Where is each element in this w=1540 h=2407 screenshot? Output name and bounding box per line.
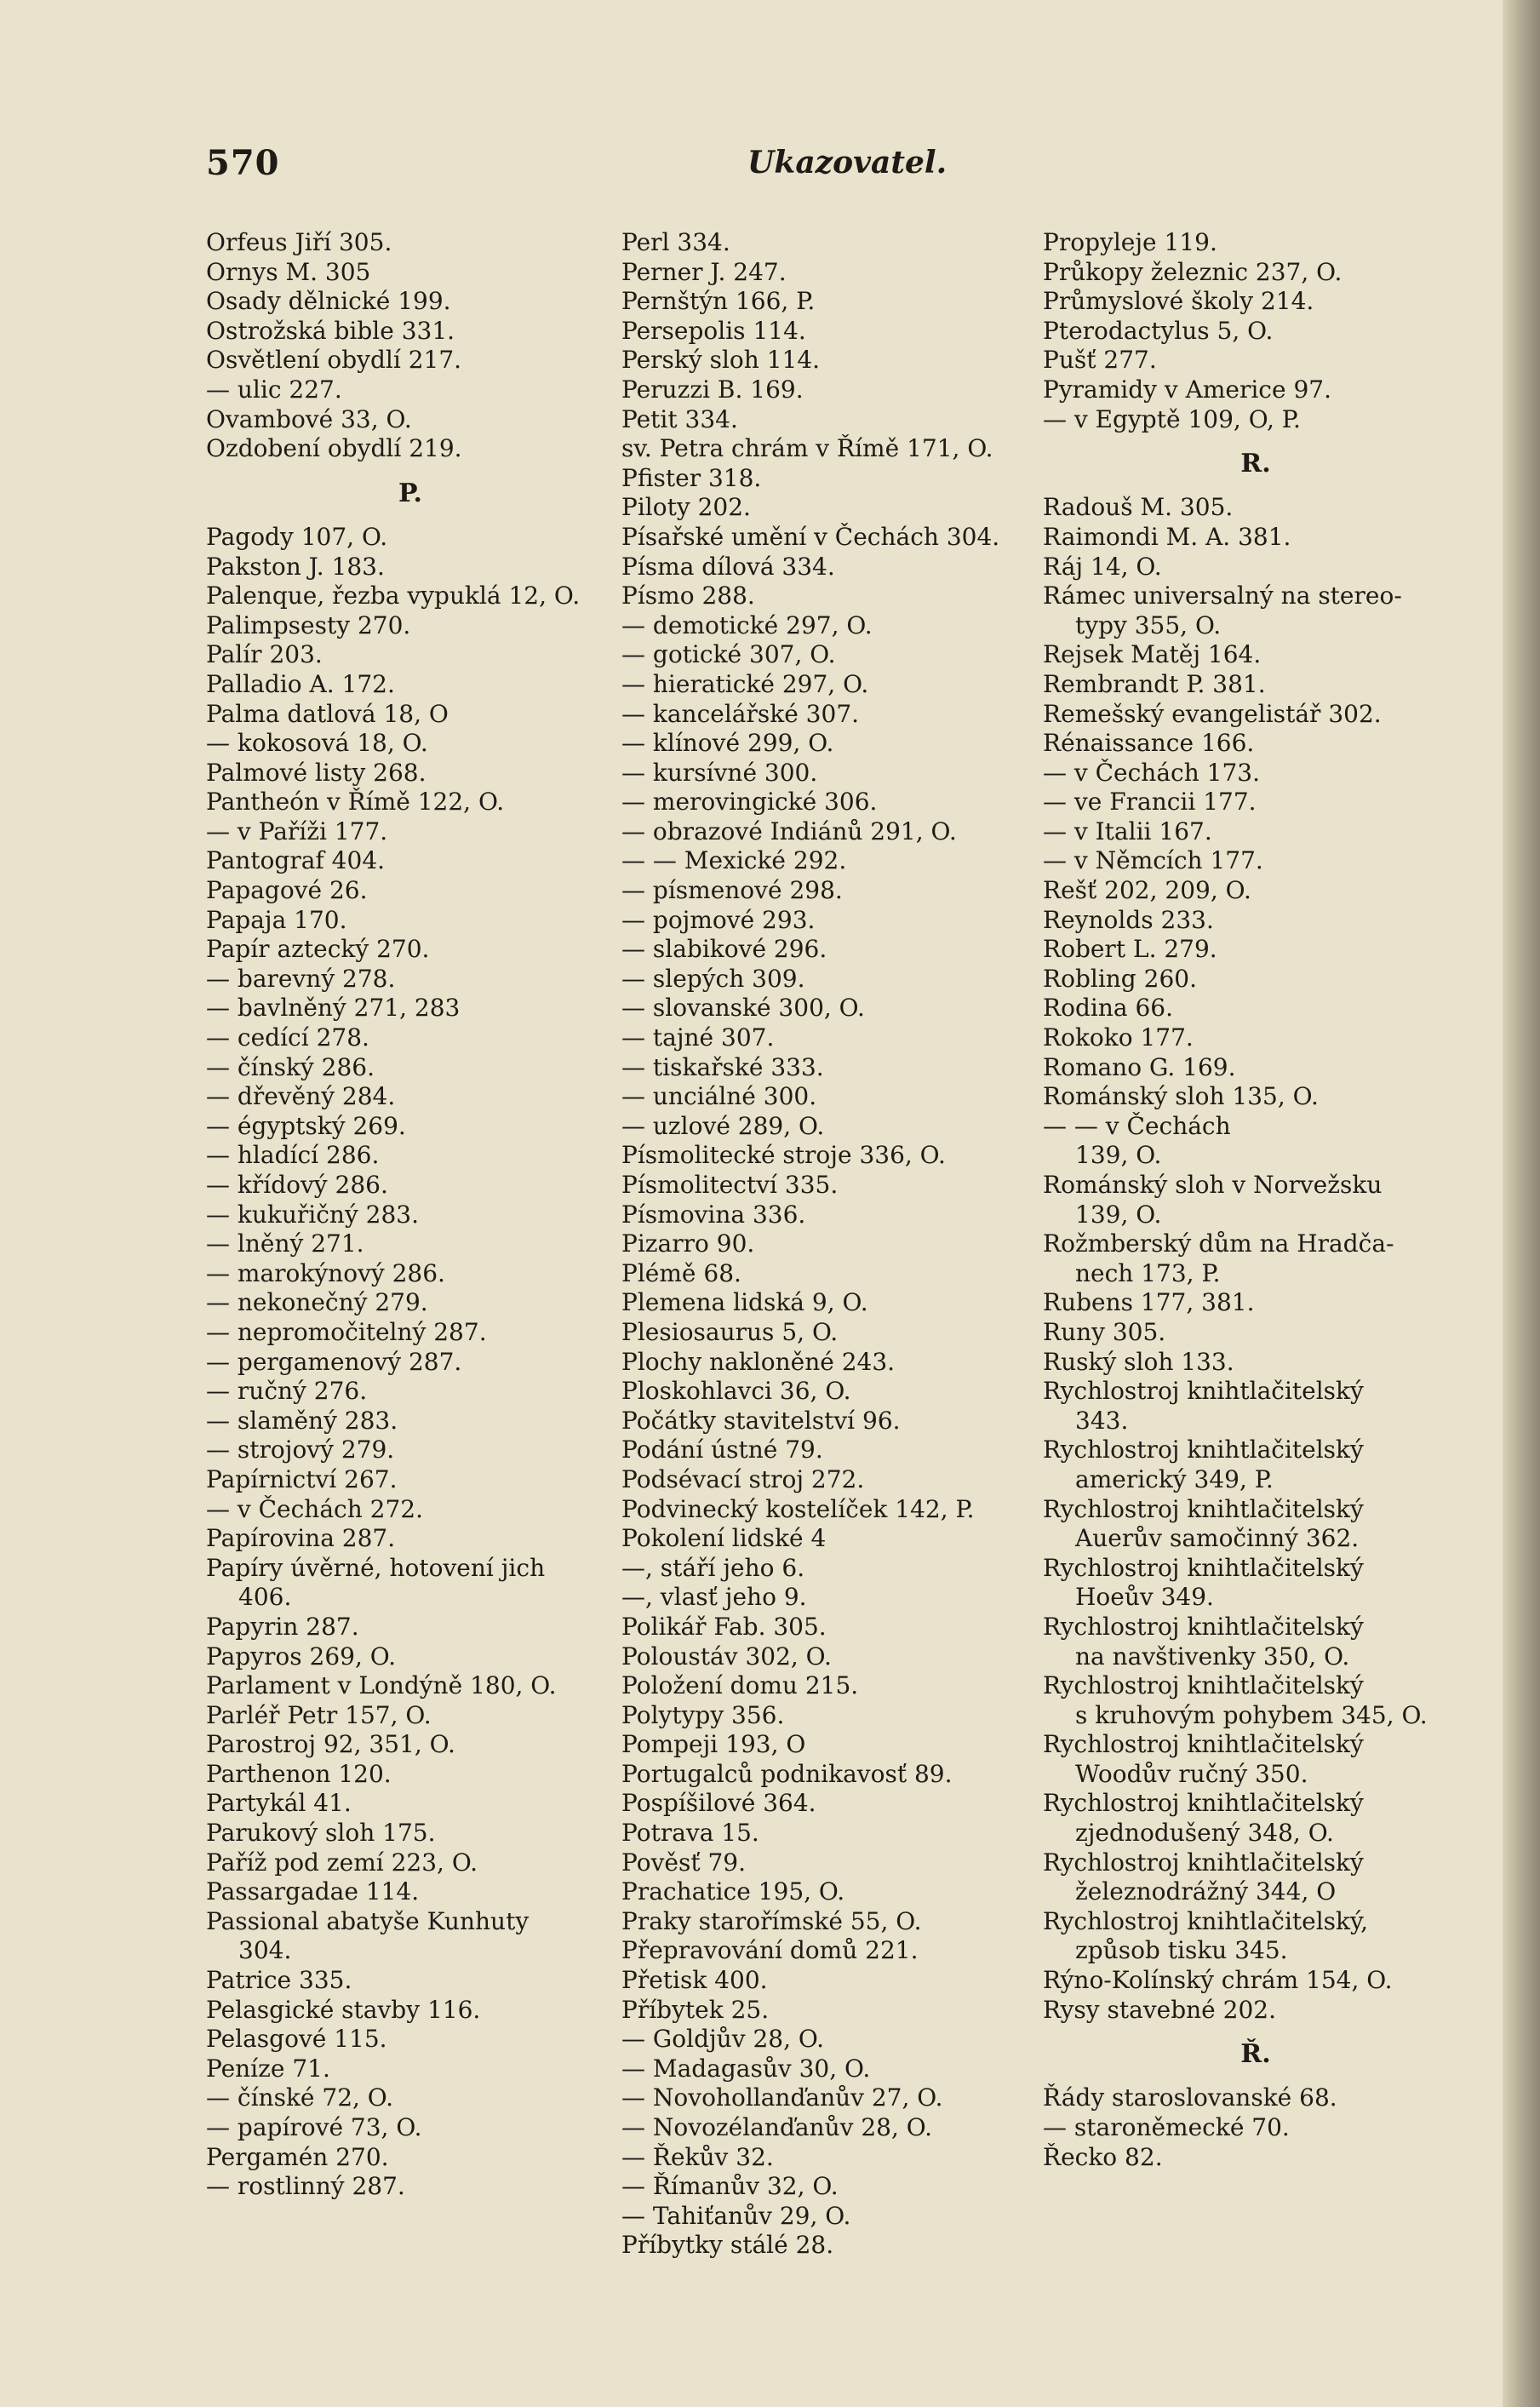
index-entry-continuation: Hoeův 349. bbox=[1075, 1583, 1214, 1612]
index-entry: Pakston J. 183. bbox=[206, 552, 385, 581]
index-entry: Rodina 66. bbox=[1043, 994, 1173, 1023]
index-entry: Pterodactylus 5, O. bbox=[1043, 316, 1274, 345]
running-title: Ukazovatel. bbox=[747, 145, 947, 181]
index-entry: Poloustáv 302, O. bbox=[621, 1642, 832, 1671]
index-entry-continuation: železnodrážný 344, O bbox=[1075, 1877, 1337, 1906]
index-entry: Patrice 335. bbox=[206, 1966, 352, 1995]
index-entry: — nekonečný 279. bbox=[206, 1288, 428, 1317]
index-entry: Pantograf 404. bbox=[206, 846, 386, 875]
index-entry: Rychlostroj knihtlačitelský bbox=[1043, 1377, 1364, 1406]
index-entry: Podsévací stroj 272. bbox=[621, 1464, 865, 1493]
index-entry: Ornys M. 305 bbox=[206, 257, 371, 286]
index-entry: — v Němcích 177. bbox=[1043, 846, 1263, 875]
index-entry: Písařské umění v Čechách 304. bbox=[621, 522, 1000, 551]
index-entry: — písmenové 298. bbox=[621, 876, 843, 905]
index-entry: Orfeus Jiří 305. bbox=[206, 228, 392, 256]
index-entry: — — Mexické 292. bbox=[621, 846, 847, 875]
index-entry: Palladio A. 172. bbox=[206, 669, 395, 698]
index-entry: Papyros 269, O. bbox=[206, 1642, 396, 1671]
index-entry: Osady dělnické 199. bbox=[206, 287, 451, 316]
index-entry-continuation: 139, O. bbox=[1075, 1141, 1162, 1170]
index-entry: Pelasgické stavby 116. bbox=[206, 1995, 481, 2024]
index-entry: Raimondi M. A. 381. bbox=[1043, 522, 1291, 551]
index-entry-continuation: americký 349, P. bbox=[1075, 1464, 1274, 1493]
index-entry: — ručný 276. bbox=[206, 1377, 368, 1406]
index-entry: Papaja 170. bbox=[206, 905, 347, 934]
index-entry: Pantheón v Římě 122, O. bbox=[206, 788, 505, 817]
index-entry: — slovanské 300, O. bbox=[621, 994, 865, 1023]
index-entry: Rénaissance 166. bbox=[1043, 729, 1255, 758]
index-entry: Ozdobení obydlí 219. bbox=[206, 434, 462, 463]
index-entry: — barevný 278. bbox=[206, 964, 396, 993]
index-entry: Pagody 107, O. bbox=[206, 522, 388, 551]
index-entry: Papírovina 287. bbox=[206, 1524, 396, 1553]
index-entry: Románský sloh 135, O. bbox=[1043, 1082, 1319, 1111]
index-entry: — strojový 279. bbox=[206, 1436, 395, 1464]
page-header bbox=[206, 143, 1466, 194]
index-entry: Románský sloh v Norvežsku bbox=[1043, 1171, 1383, 1199]
index-entry: Polytypy 356. bbox=[621, 1700, 785, 1729]
index-entry: Palír 203. bbox=[206, 640, 323, 669]
index-entry: Papyrin 287. bbox=[206, 1612, 359, 1641]
index-entry: Prachatice 195, O. bbox=[621, 1877, 845, 1906]
index-entry: Plemena lidská 9, O. bbox=[621, 1288, 868, 1317]
index-entry: Reynolds 233. bbox=[1043, 905, 1214, 934]
index-entry: sv. Petra chrám v Římě 171, O. bbox=[621, 434, 993, 463]
index-entry-continuation: 343. bbox=[1075, 1406, 1129, 1435]
index-entry: Pospíšilové 364. bbox=[621, 1789, 816, 1818]
index-entry: — hieratické 297, O. bbox=[621, 669, 869, 698]
index-entry: Podvinecký kostelíček 142, P. bbox=[621, 1494, 975, 1523]
index-entry: Partykál 41. bbox=[206, 1789, 352, 1818]
index-entry: — Madagasův 30, O. bbox=[621, 2054, 871, 2083]
index-entry: — kursívné 300. bbox=[621, 758, 818, 787]
index-entry: — tajné 307. bbox=[621, 1023, 775, 1052]
index-entry: — Goldjův 28, O. bbox=[621, 2025, 825, 2054]
index-entry: — tiskařské 333. bbox=[621, 1052, 824, 1081]
index-entry: Průmyslové školy 214. bbox=[1043, 287, 1314, 316]
index-entry: Perner J. 247. bbox=[621, 257, 787, 286]
index-entry: — čínský 286. bbox=[206, 1052, 375, 1081]
index-entry: Počátky stavitelství 96. bbox=[621, 1406, 901, 1435]
index-entry: Rychlostroj knihtlačitelský bbox=[1043, 1848, 1364, 1877]
index-entry: Rychlostroj knihtlačitelský bbox=[1043, 1612, 1364, 1641]
index-entry: Papíry úvěrné, hotovení jich bbox=[206, 1553, 546, 1582]
index-entry: — unciálné 300. bbox=[621, 1082, 817, 1111]
index-entry: — slabikové 296. bbox=[621, 935, 827, 964]
index-entry: Piloty 202. bbox=[621, 493, 751, 522]
index-entry: — v Čechách 272. bbox=[206, 1494, 423, 1523]
index-entry: Palenque, řezba vypuklá 12, O. bbox=[206, 582, 581, 610]
index-entry: Ovambové 33, O. bbox=[206, 404, 412, 433]
index-entry-continuation: 406. bbox=[238, 1583, 292, 1612]
index-entry: — Tahiťanův 29, O. bbox=[621, 2201, 851, 2230]
index-entry: — v Čechách 173. bbox=[1043, 758, 1260, 787]
index-entry: Remešský evangelistář 302. bbox=[1043, 699, 1382, 728]
index-entry: Palma datlová 18, O bbox=[206, 699, 449, 728]
index-entry: Passional abatyše Kunhuty bbox=[206, 1906, 530, 1935]
index-entry: — papírové 73, O. bbox=[206, 2113, 422, 2141]
index-entry: Parukový sloh 175. bbox=[206, 1819, 436, 1848]
index-entry: — staroněmecké 70. bbox=[1043, 2113, 1290, 2141]
index-entry: Romano G. 169. bbox=[1043, 1052, 1236, 1081]
index-entry: — křídový 286. bbox=[206, 1171, 388, 1199]
index-entry: Papagové 26. bbox=[206, 876, 368, 905]
index-entry: Runy 305. bbox=[1043, 1317, 1166, 1346]
index-entry: Parthenon 120. bbox=[206, 1759, 392, 1788]
index-entry: — hladící 286. bbox=[206, 1141, 380, 1170]
index-entry: Passargadae 114. bbox=[206, 1877, 420, 1906]
index-column-3 bbox=[1043, 228, 1468, 2172]
index-entry: Pizarro 90. bbox=[621, 1229, 755, 1258]
index-entry: Plémě 68. bbox=[621, 1258, 741, 1287]
index-entry: Přetisk 400. bbox=[621, 1966, 768, 1995]
index-entry: — kancelářské 307. bbox=[621, 699, 860, 728]
index-entry: — uzlové 289, O. bbox=[621, 1111, 825, 1140]
page-edge bbox=[1503, 0, 1540, 2407]
index-entry: Pernštýn 166, P. bbox=[621, 287, 816, 316]
index-entry: Rychlostroj knihtlačitelský bbox=[1043, 1553, 1364, 1582]
index-entry: Ruský sloh 133. bbox=[1043, 1347, 1234, 1376]
index-entry: Papírnictví 267. bbox=[206, 1464, 398, 1493]
index-entry: —, vlasť jeho 9. bbox=[621, 1583, 807, 1612]
index-entry-continuation: Auerův samočinný 362. bbox=[1075, 1524, 1360, 1553]
index-entry: Podání ústné 79. bbox=[621, 1436, 823, 1464]
index-entry: Peníze 71. bbox=[206, 2054, 330, 2083]
index-entry: Pokolení lidské 4 bbox=[621, 1524, 827, 1553]
index-entry: — marokýnový 286. bbox=[206, 1258, 445, 1287]
index-entry: — čínské 72, O. bbox=[206, 2083, 394, 2112]
index-entry: Přepravování domů 221. bbox=[621, 1936, 919, 1965]
index-entry-continuation: Woodův ručný 350. bbox=[1075, 1759, 1308, 1788]
index-entry: — lněný 271. bbox=[206, 1229, 364, 1258]
index-entry: — bavlněný 271, 283 bbox=[206, 994, 461, 1023]
index-entry: — demotické 297, O. bbox=[621, 610, 873, 639]
index-entry: Ráj 14, O. bbox=[1043, 552, 1162, 581]
index-entry: Radouš M. 305. bbox=[1043, 493, 1234, 522]
index-entry: Ostrožská bible 331. bbox=[206, 316, 455, 345]
index-entry: — rostlinný 287. bbox=[206, 2172, 405, 2201]
index-entry: Parlament v Londýně 180, O. bbox=[206, 1671, 557, 1700]
index-entry: Pyramidy v Americe 97. bbox=[1043, 375, 1331, 404]
index-entry: Rubens 177, 381. bbox=[1043, 1288, 1255, 1317]
page-number: 570 bbox=[206, 143, 280, 183]
index-entry: — slepých 309. bbox=[621, 964, 805, 993]
index-entry: Portugalců podnikavosť 89. bbox=[621, 1759, 953, 1788]
index-entry: Petit 334. bbox=[621, 404, 738, 433]
index-entry: — v Paříži 177. bbox=[206, 817, 388, 845]
index-entry-continuation: typy 355, O. bbox=[1075, 610, 1222, 639]
index-entry: Rysy stavebné 202. bbox=[1043, 1995, 1276, 2024]
index-entry-continuation: zjednodušený 348, O. bbox=[1075, 1819, 1334, 1848]
letter-heading: R. bbox=[1240, 449, 1271, 479]
index-entry: Pušť 277. bbox=[1043, 346, 1157, 375]
index-entry: Rychlostroj knihtlačitelský bbox=[1043, 1494, 1364, 1523]
index-entry: Pompeji 193, O bbox=[621, 1730, 806, 1759]
index-entry: — kukuřičný 283. bbox=[206, 1200, 420, 1229]
index-entry: Palimpsesty 270. bbox=[206, 610, 411, 639]
index-entry: — v Egyptě 109, O, P. bbox=[1043, 404, 1301, 433]
index-entry: Rembrandt P. 381. bbox=[1043, 669, 1266, 698]
index-entry: Rýno-Kolínský chrám 154, O. bbox=[1043, 1966, 1393, 1995]
index-entry: — ve Francii 177. bbox=[1043, 788, 1257, 817]
index-entry: Rejsek Matěj 164. bbox=[1043, 640, 1262, 669]
index-entry: Příbytky stálé 28. bbox=[621, 2231, 834, 2260]
index-entry: Rychlostroj knihtlačitelský bbox=[1043, 1671, 1364, 1700]
index-entry: Plochy nakloněné 243. bbox=[621, 1347, 896, 1376]
index-entry: Řecko 82. bbox=[1043, 2142, 1163, 2171]
index-entry: — Římanův 32, O. bbox=[621, 2172, 839, 2201]
index-entry: Pověsť 79. bbox=[621, 1848, 747, 1877]
index-entry: Rámec universalný na stereo- bbox=[1043, 582, 1402, 610]
index-entry: — ulic 227. bbox=[206, 375, 342, 404]
index-entry: Rokoko 177. bbox=[1043, 1023, 1194, 1052]
index-entry: — obrazové Indiánů 291, O. bbox=[621, 817, 957, 845]
index-entry: — — v Čechách bbox=[1043, 1111, 1231, 1140]
index-entry: — Řekův 32. bbox=[621, 2142, 774, 2171]
index-entry: Rychlostroj knihtlačitelský bbox=[1043, 1730, 1364, 1759]
index-entry: — Novozélanďanův 28, O. bbox=[621, 2113, 932, 2141]
index-entry: — cedící 278. bbox=[206, 1023, 369, 1052]
index-entry: Rychlostroj knihtlačitelský, bbox=[1043, 1906, 1369, 1935]
index-entry: — klínové 299, O. bbox=[621, 729, 834, 758]
index-entry-continuation: na navštivenky 350, O. bbox=[1075, 1642, 1350, 1671]
index-entry: Rožmberský dům na Hradča- bbox=[1043, 1229, 1394, 1258]
index-entry: — kokosová 18, O. bbox=[206, 729, 428, 758]
index-entry: Písmovina 336. bbox=[621, 1200, 806, 1229]
index-entry-continuation: 139, O. bbox=[1075, 1200, 1162, 1229]
index-entry-continuation: způsob tisku 345. bbox=[1075, 1936, 1288, 1965]
index-entry: Praky starořímské 55, O. bbox=[621, 1906, 922, 1935]
index-entry: Perský sloh 114. bbox=[621, 346, 821, 375]
index-entry-continuation: s kruhovým pohybem 345, O. bbox=[1075, 1700, 1428, 1729]
index-entry: — gotické 307, O. bbox=[621, 640, 836, 669]
index-entry: Písma dílová 334. bbox=[621, 552, 835, 581]
index-entry: Rychlostroj knihtlačitelský bbox=[1043, 1436, 1364, 1464]
index-entry: Perl 334. bbox=[621, 228, 730, 256]
index-entry: Plesiosaurus 5, O. bbox=[621, 1317, 839, 1346]
index-column-2 bbox=[621, 228, 1030, 2261]
letter-heading: P. bbox=[398, 478, 423, 508]
index-entry: —, stáří jeho 6. bbox=[621, 1553, 805, 1582]
index-entry: — Novohollanďanův 27, O. bbox=[621, 2083, 943, 2112]
index-entry-continuation: nech 173, P. bbox=[1075, 1258, 1221, 1287]
index-column-1 bbox=[206, 228, 615, 2202]
index-entry: Robert L. 279. bbox=[1043, 935, 1217, 964]
letter-heading: Ř. bbox=[1240, 2039, 1271, 2070]
index-entry: Písmolitectví 335. bbox=[621, 1171, 839, 1199]
index-entry: Parléř Petr 157, O. bbox=[206, 1700, 432, 1729]
index-entry: Rešť 202, 209, O. bbox=[1043, 876, 1251, 905]
index-entry: — pergamenový 287. bbox=[206, 1347, 462, 1376]
index-entry-continuation: 304. bbox=[238, 1936, 292, 1965]
index-entry: — merovingické 306. bbox=[621, 788, 878, 817]
index-entry: Papír aztecký 270. bbox=[206, 935, 430, 964]
index-entry: — nepromočitelný 287. bbox=[206, 1317, 487, 1346]
index-entry: Řády staroslovanské 68. bbox=[1043, 2083, 1337, 2112]
index-entry: Příbytek 25. bbox=[621, 1995, 770, 2024]
index-entry: Palmové listy 268. bbox=[206, 758, 427, 787]
index-entry: Polikář Fab. 305. bbox=[621, 1612, 827, 1641]
index-entry: Pfister 318. bbox=[621, 463, 762, 492]
index-entry: Propyleje 119. bbox=[1043, 228, 1217, 256]
index-entry: Potrava 15. bbox=[621, 1819, 759, 1848]
index-entry: Pergamén 270. bbox=[206, 2142, 389, 2171]
index-entry: — dřevěný 284. bbox=[206, 1082, 396, 1111]
index-entry: Peruzzi B. 169. bbox=[621, 375, 804, 404]
index-entry: Písmo 288. bbox=[621, 582, 755, 610]
index-entry: — pojmové 293. bbox=[621, 905, 816, 934]
index-entry: — égyptský 269. bbox=[206, 1111, 406, 1140]
index-entry: Rychlostroj knihtlačitelský bbox=[1043, 1789, 1364, 1818]
index-entry: Persepolis 114. bbox=[621, 316, 806, 345]
index-entry: Písmolitecké stroje 336, O. bbox=[621, 1141, 946, 1170]
index-entry: Pelasgové 115. bbox=[206, 2025, 387, 2054]
index-entry: — slaměný 283. bbox=[206, 1406, 398, 1435]
index-entry: Paříž pod zemí 223, O. bbox=[206, 1848, 478, 1877]
index-entry: Parostroj 92, 351, O. bbox=[206, 1730, 455, 1759]
index-entry: Robling 260. bbox=[1043, 964, 1197, 993]
index-entry: Ploskohlavci 36, O. bbox=[621, 1377, 851, 1406]
index-entry: Průkopy železnic 237, O. bbox=[1043, 257, 1342, 286]
index-entry: Položení domu 215. bbox=[621, 1671, 859, 1700]
index-entry: — v Italii 167. bbox=[1043, 817, 1212, 845]
index-entry: Osvětlení obydlí 217. bbox=[206, 346, 462, 375]
